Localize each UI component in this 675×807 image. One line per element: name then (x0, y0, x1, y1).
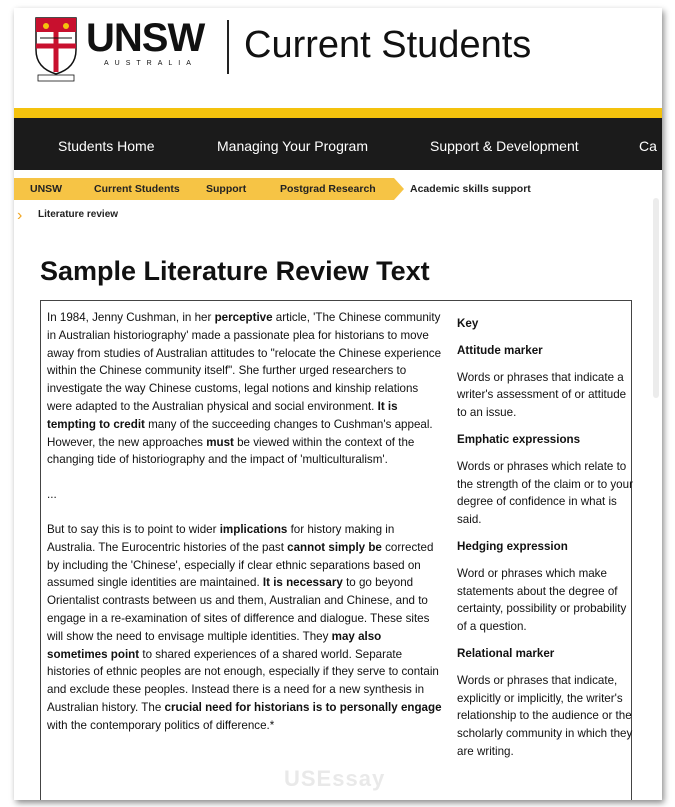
page-title: Sample Literature Review Text (40, 256, 430, 286)
unsw-crest-icon[interactable] (34, 16, 78, 82)
site-title[interactable]: Current Students (244, 24, 532, 66)
article-text-run: many of the succeeding changes to Cushman's appeal. However, the new approaches (47, 417, 433, 449)
language-marker: implications (219, 522, 288, 536)
page-frame (14, 8, 662, 800)
nav-support-development[interactable]: Support & Development (430, 138, 579, 154)
watermark: USEssay (284, 766, 386, 791)
article-ellipsis: ... (47, 488, 57, 502)
breadcrumb-support[interactable]: Support (190, 178, 264, 200)
key-legend (457, 315, 633, 770)
nav-students-home[interactable]: Students Home (58, 138, 155, 154)
gold-bar (14, 108, 662, 118)
article-text-run: be viewed within the context of the changing tide of historiography and the impact of 'multiculturalism'. (47, 435, 415, 467)
breadcrumb-academic-skills[interactable]: Academic skills support (410, 183, 531, 195)
language-marker: It is tempting to credit (47, 399, 398, 431)
header-divider (227, 20, 229, 74)
article-text-run: for history making in Australia. The Eurocentric histories of the past (47, 522, 395, 554)
key-relational-marker: Relational marker (457, 646, 555, 660)
breadcrumb-unsw[interactable]: UNSW (14, 178, 78, 200)
article-paragraph-2 (47, 521, 445, 735)
language-marker: must (206, 435, 234, 449)
language-marker: may also sometimes point (47, 629, 382, 661)
article-text-run: with the contemporary politics of difference.* (47, 718, 275, 732)
main-nav (14, 118, 662, 170)
key-hedging-expression-desc: Word or phrases which make statements about the degree of certainty, possibility or probability of a question. (457, 566, 627, 634)
breadcrumb-current-label: Literature review (38, 209, 119, 220)
breadcrumb (14, 178, 662, 200)
article-text-run: to go beyond Orientalist contrasts between us and them, Australian and Chinese, and to engage in a re-examination of sites of difference and dialogue. These sites will show the need to envisage multiple identities. They (47, 576, 430, 643)
language-marker: crucial need for historians is to personally engage (164, 700, 442, 714)
key-attitude-marker-desc: Words or phrases that indicate a writer's assessment of or attitude to an issue. (457, 370, 627, 420)
article-text-run: to shared experiences of a shared world. Separate histories of ethnic peoples are not enough, especially if they serve to contain and exclude these peoples. Instead there is a need for a new synthesis in Australian history. The (47, 647, 439, 714)
language-marker: It is necessary (262, 576, 343, 590)
breadcrumb-postgrad-research[interactable]: Postgrad Research (264, 178, 394, 200)
breadcrumb-chevron-icon: › (17, 207, 23, 224)
language-marker: cannot simply be (287, 540, 382, 554)
article-text (47, 309, 445, 752)
scrollbar[interactable] (653, 198, 659, 398)
key-title: Key (457, 317, 479, 330)
article-paragraph-1 (47, 309, 445, 469)
key-emphatic-expressions-desc: Words or phrases which relate to the strength of the claim or to your degree of confidence in what is said. (457, 459, 633, 527)
article-text-run: In 1984, Jenny Cushman, in her (47, 311, 215, 324)
key-hedging-expression: Hedging expression (457, 539, 568, 553)
article-text-run: article, 'The Chinese community in Australian historiography' made a passionate plea for historians to move away from studies of Australian attitudes to "relocate the Chinese experience within the Chinese community itself". She further urged researchers to investigate the way Chinese customs, legal notions and kinship relations were adapted to the Australian physical and social environment. (47, 311, 442, 413)
unsw-logo-text[interactable]: UNSW (86, 16, 205, 60)
literature-review-box (40, 300, 632, 800)
language-marker: perceptive (214, 311, 273, 324)
breadcrumb-current (14, 204, 118, 226)
nav-managing-program[interactable]: Managing Your Program (217, 138, 368, 154)
site-header (14, 8, 662, 108)
key-emphatic-expressions: Emphatic expressions (457, 432, 581, 446)
key-attitude-marker: Attitude marker (457, 343, 543, 357)
nav-truncated-item[interactable]: Ca (639, 138, 657, 154)
article-text-run: But to say this is to point to wider (47, 522, 220, 536)
key-relational-marker-desc: Words or phrases that indicate, explicitly or implicitly, the writer's relationship to the audience or the scholarly community in which they are writing. (457, 673, 633, 758)
unsw-logo-subtext: AUSTRALIA (104, 60, 197, 67)
breadcrumb-current-students[interactable]: Current Students (78, 178, 190, 200)
article-text-run: corrected by including the 'Chinese', especially if clear ethnic separations based on assumed single identities are maintained. (47, 540, 434, 590)
